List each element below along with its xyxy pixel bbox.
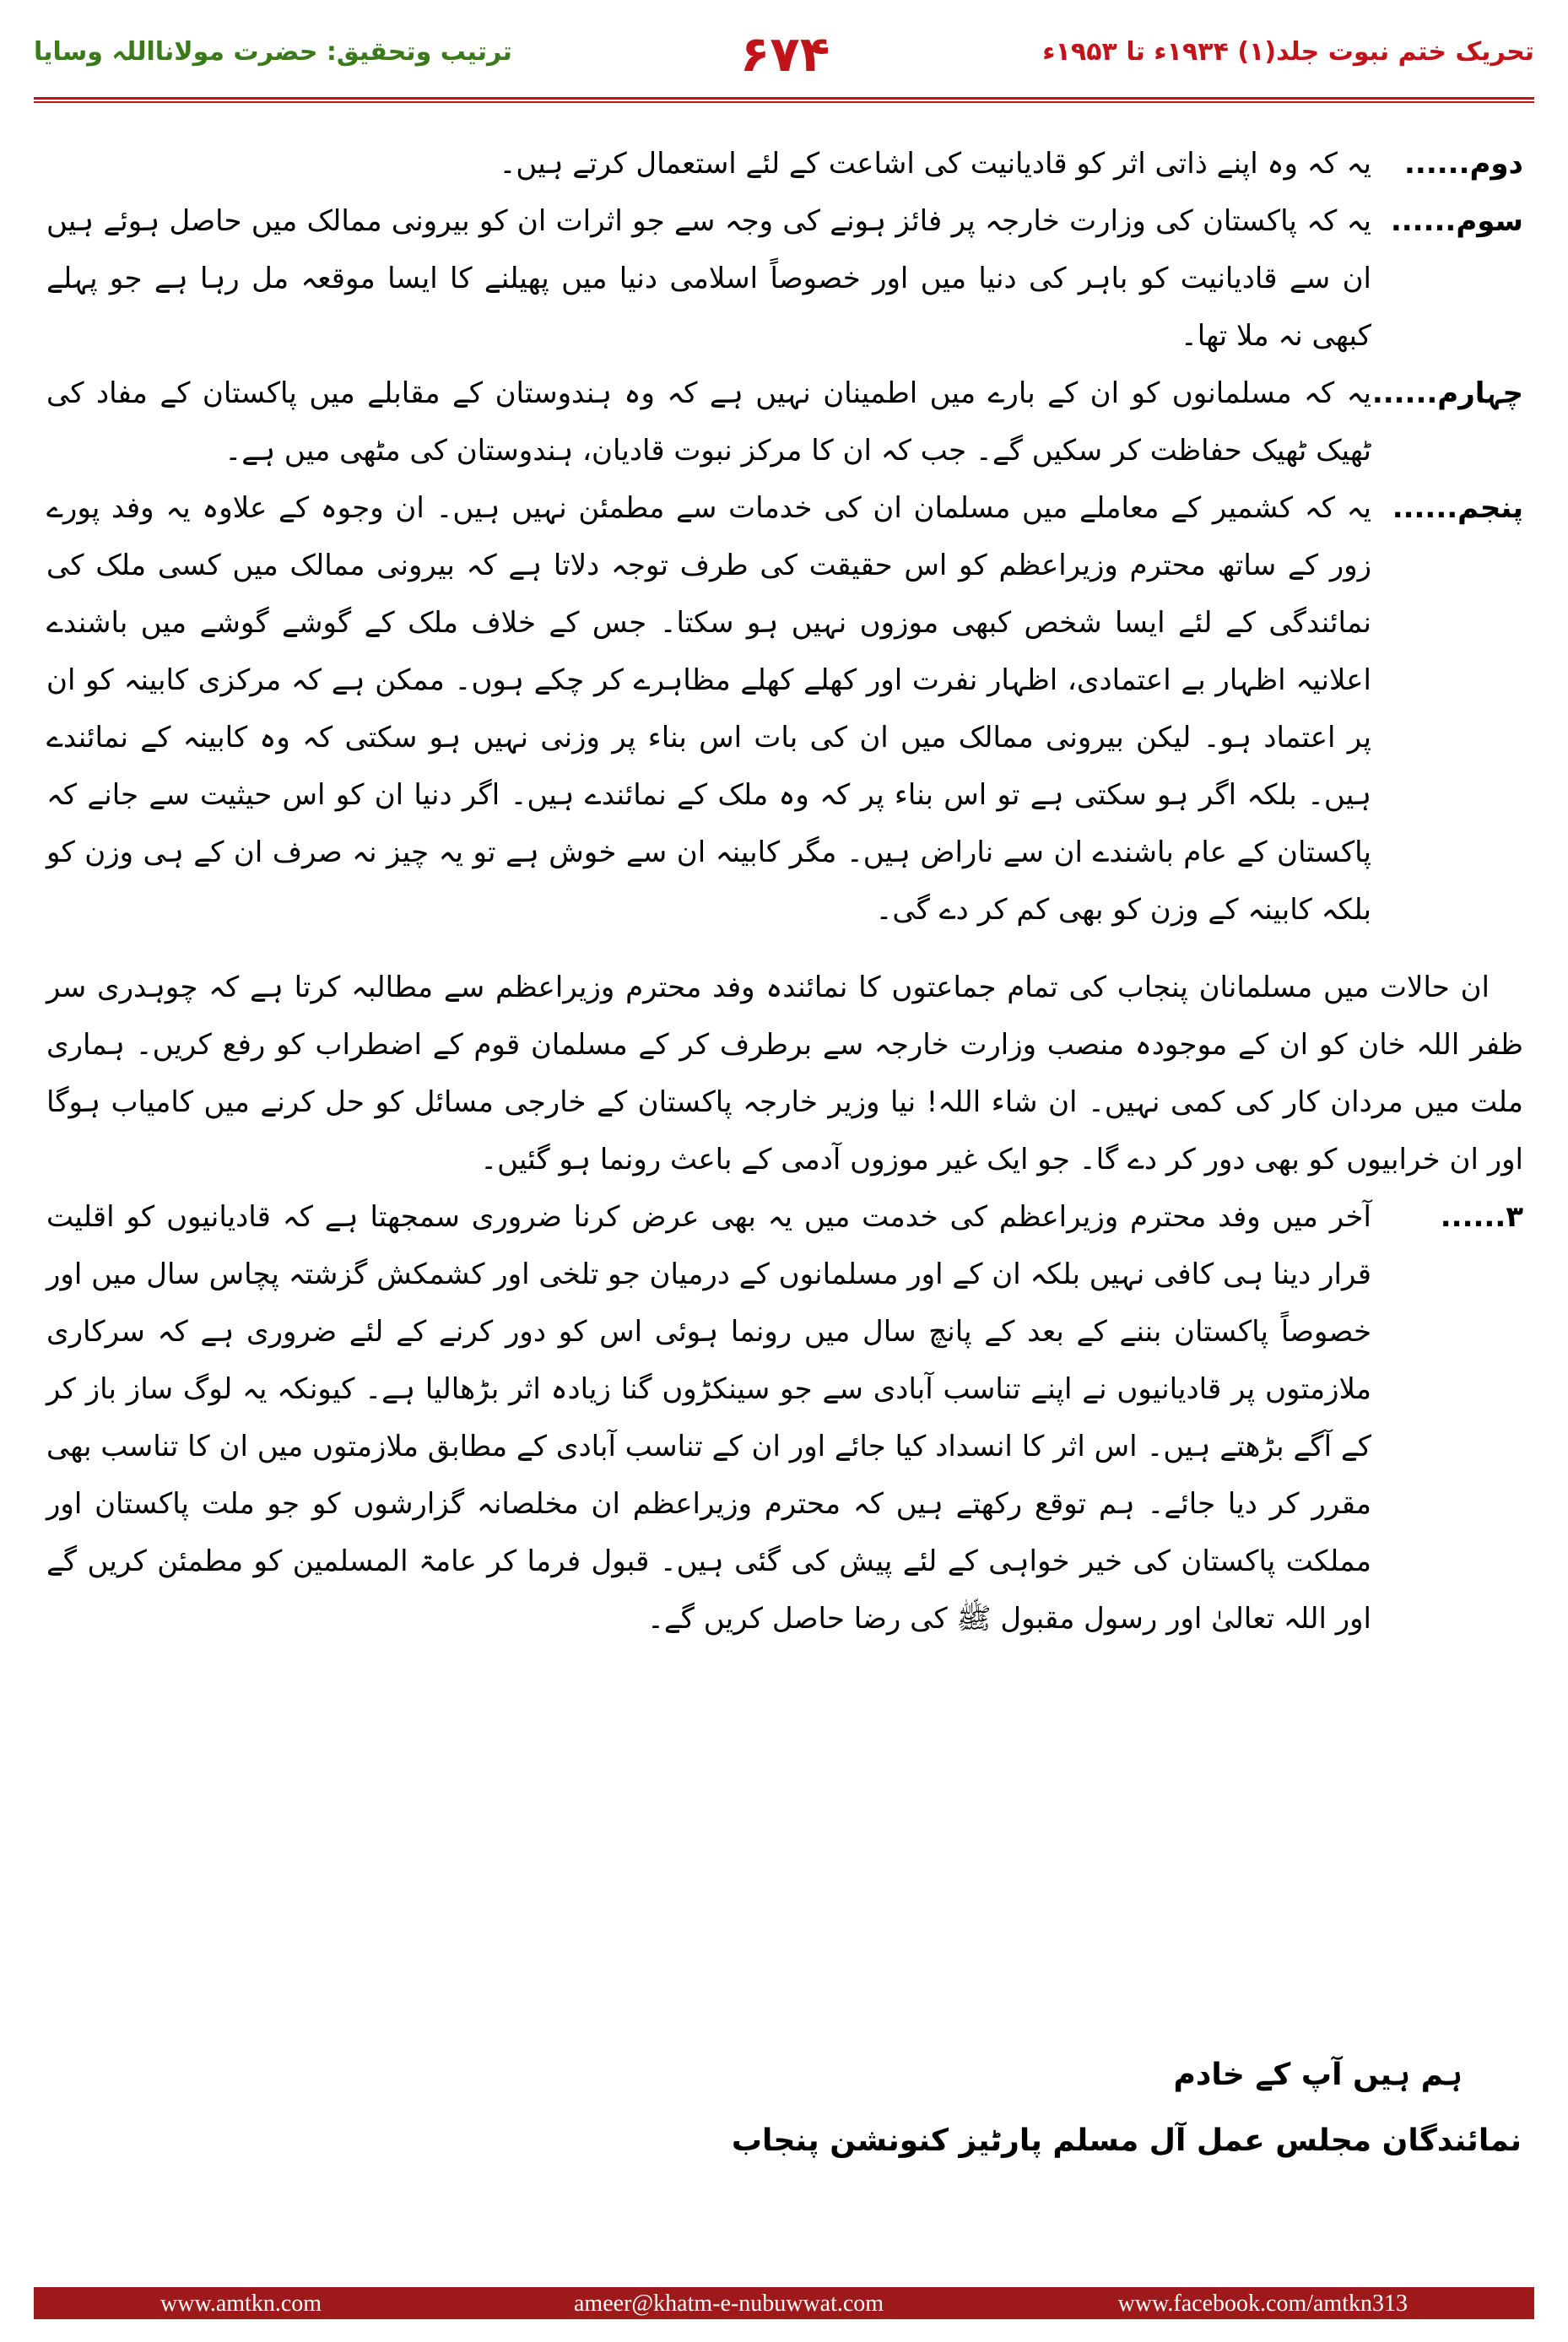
paragraph-dom <box>46 135 1523 192</box>
footer-email-link[interactable]: ameer@khatm-e-nubuwwat.com <box>574 2291 884 2317</box>
paragraph-label: ۳...... <box>1440 1200 1523 1234</box>
page-header <box>34 25 1534 93</box>
paragraph-label: چہارم...... <box>1371 376 1523 410</box>
document-body <box>46 135 1523 1647</box>
footer-website-link[interactable]: www.amtkn.com <box>160 2291 322 2317</box>
page-number: ۶۷۴ <box>739 25 830 83</box>
paragraph-text: یہ کہ پاکستان کی وزارت خارجہ پر فائز ہونے کی وجہ سے جو اثرات ان کو بیرونی ممالک میں حاصل ہوئے ہیں ان سے قادیانیت کو باہر کی دنیا میں اور خصوصاً اسلامی دنیا میں پھیلنے کا ایسا موقعہ مل رہا ہے جو پہلے کبھی نہ ملا تھا۔ <box>46 204 1371 353</box>
paragraph-label: دوم...... <box>1404 147 1523 181</box>
header-divider <box>34 97 1534 103</box>
paragraph-label: پنجم...... <box>1392 491 1523 525</box>
paragraph-text: یہ کہ وہ اپنے ذاتی اثر کو قادیانیت کی اشاعت کے لئے استعمال کرتے ہیں۔ <box>499 147 1371 181</box>
paragraph-point-3 <box>46 1188 1523 1647</box>
paragraph-text: آخر میں وفد محترم وزیراعظم کی خدمت میں یہ بھی عرض کرنا ضروری سمجھتا ہے کہ قادیانیوں کو اقلیت قرار دینا ہی کافی نہیں بلکہ ان کے اور مسلمانوں کے درمیان جو تلخی اور کشمکش گزشتہ پچاس سال میں اور خصوصاً پاکستان بننے کے بعد کے پانچ سال میں رونما ہوئی اس کو دور کرنے کے لئے ضروری ہے کہ سرکاری ملازمتوں پر قادیانیوں نے اپنے تناسب آبادی سے جو سینکڑوں گنا زیادہ اثر بڑھالیا ہے۔ کیونکہ یہ لوگ ساز باز کر کے آگے بڑھتے ہیں۔ اس اثر کا انسداد کیا جائے اور ان کے تناسب آبادی کے مطابق ملازمتوں میں ان کا تناسب بھی مقرر کر دیا جائے۔ ہم توقع رکھتے ہیں کہ محترم وزیراعظم ان مخلصانہ گزارشوں کو جو ملت پاکستان اور مملکت پاکستان کی خیر خواہی کے لئے پیش کی گئی ہیں۔ قبول فرما کر عامۃ المسلمین کو مطمئن کریں گے اور اللہ تعالیٰ اور رسول مقبول ﷺ کی رضا حاصل کریں گے۔ <box>46 1200 1371 1636</box>
page-footer <box>34 2287 1534 2319</box>
paragraph-text: یہ کہ کشمیر کے معاملے میں مسلمان ان کی خدمات سے مطمئن نہیں ہیں۔ ان وجوہ کے علاوہ یہ وفد پورے زور کے ساتھ محترم وزیراعظم کو اس حقیقت کی طرف توجہ دلاتا ہے کہ بیرونی ممالک میں کسی ملک کی نمائندگی کے لئے ایسا شخص کبھی موزوں نہیں ہو سکتا۔ جس کے خلاف ملک کے گوشے گوشے میں باشندے اعلانیہ اظہار بے اعتمادی، اظہار نفرت اور کھلے کھلے مظاہرے کر چکے ہوں۔ ممکن ہے کہ مرکزی کابینہ کو ان پر اعتماد ہو۔ لیکن بیرونی ممالک میں ان کی بات اس بناء پر وزنی نہیں ہو سکتی کہ وہ کابینہ کے نمائندے ہیں۔ بلکہ اگر ہو سکتی ہے تو اس بناء پر کہ وہ ملک کے نمائندے ہیں۔ اگر دنیا ان کو اس حیثیت سے جانے کہ پاکستان کے عام باشندے ان سے ناراض ہیں۔ مگر کابینہ ان سے خوش ہے تو یہ چیز نہ صرف ان کے ہی وزن کو بلکہ کابینہ کے وزن کو بھی کم کر دے گی۔ <box>46 491 1371 927</box>
paragraph-demand <box>46 959 1523 1188</box>
paragraph-label: سوم...... <box>1390 204 1523 238</box>
signature-line-1: ہم ہیں آپ کے خادم <box>1173 2058 1463 2092</box>
paragraph-text: ان حالات میں مسلمانان پنجاب کی تمام جماعتوں کا نمائندہ وفد محترم وزیراعظم سے مطالبہ کرتا ہے کہ چوہدری سر ظفر اللہ خان کو ان کے موجودہ منصب وزارت خارجہ سے برطرف کر کے مسلمان قوم کے اضطراب کو رفع کریں۔ ہماری ملت میں مردان کار کی کمی نہیں۔ ان شاء اللہ! نیا وزیر خارجہ پاکستان کے خارجی مسائل کو حل کرنے میں کامیاب ہوگا اور ان خرابیوں کو بھی دور کر دے گا۔ جو ایک غیر موزوں آدمی کے باعث رونما ہو گئیں۔ <box>46 971 1523 1176</box>
compiler-credit: ترتیب وتحقیق: حضرت مولانااللہ وسایا <box>34 37 512 67</box>
book-title: تحریک ختم نبوت جلد(۱) ۱۹۳۴ء تا ۱۹۵۳ء <box>1042 37 1534 67</box>
paragraph-som <box>46 192 1523 365</box>
footer-facebook-link[interactable]: www.facebook.com/amtkn313 <box>1117 2291 1408 2317</box>
signature-block <box>732 2042 1522 2174</box>
paragraph-panjum <box>46 479 1523 938</box>
paragraph-chaharum <box>46 365 1523 479</box>
signature-line-2: نمائندگان مجلس عمل آل مسلم پارٹیز کنونشن پنجاب <box>731 2123 1522 2158</box>
paragraph-text: یہ کہ مسلمانوں کو ان کے بارے میں اطمینان نہیں ہے کہ وہ ہندوستان کے مقابلے میں پاکستان کے مفاد کی ٹھیک ٹھیک حفاظت کر سکیں گے۔ جب کہ ان کا مرکز نبوت قادیان، ہندوستان کی مٹھی میں ہے۔ <box>46 376 1371 468</box>
